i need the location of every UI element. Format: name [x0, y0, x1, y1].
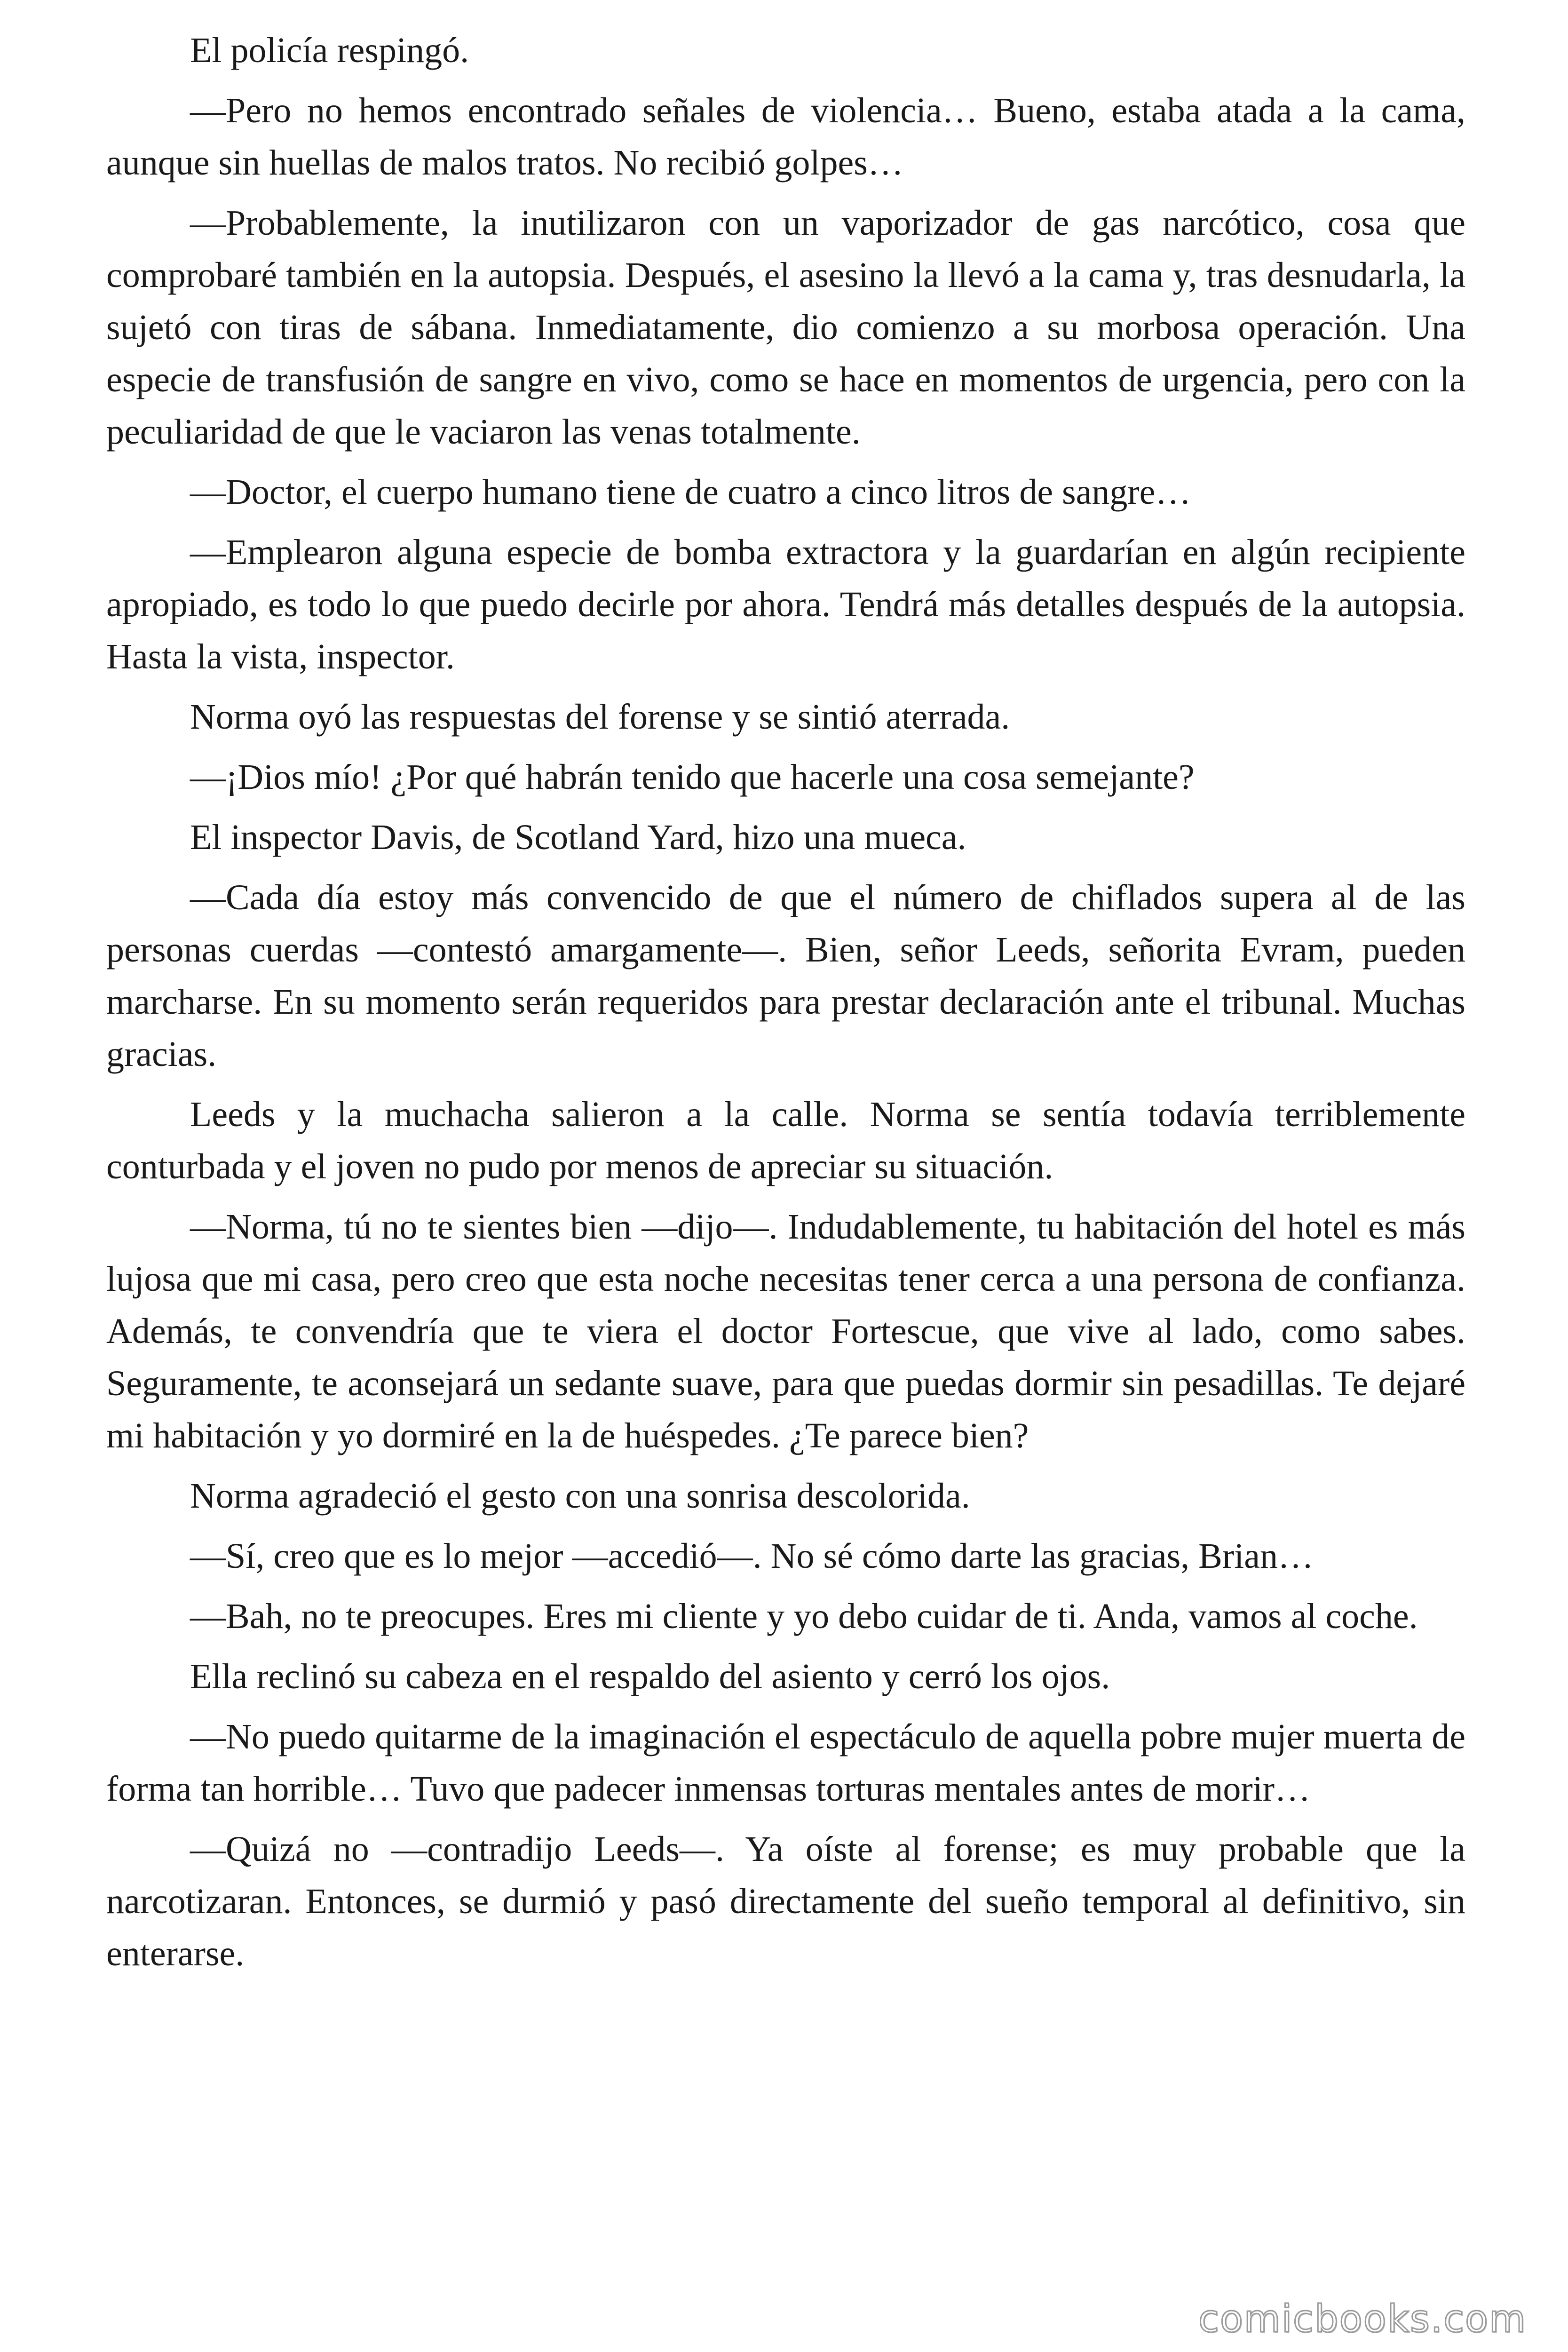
paragraph: Leeds y la muchacha salieron a la calle. Norma se sentía todavía terriblemente conturbada y el joven no pudo por menos de apreciar su situación. [106, 1095, 1465, 1186]
paragraph: Ella reclinó su cabeza en el respaldo del asiento y cerró los ojos. [190, 1657, 1110, 1696]
watermark: comicbooks.com [1198, 2297, 1527, 2341]
paragraph: —Doctor, el cuerpo humano tiene de cuatro a cinco litros de sangre… [190, 472, 1191, 512]
paragraph: —¡Dios mío! ¿Por qué habrán tenido que hacerle una cosa semejante? [190, 757, 1195, 797]
paragraph: El inspector Davis, de Scotland Yard, hizo una mueca. [190, 818, 966, 857]
paragraph: —Pero no hemos encontrado señales de violencia… Bueno, estaba atada a la cama, aunque sin huellas de malos tratos. No recibió golpes… [106, 91, 1465, 183]
paragraph: —Sí, creo que es lo mejor —accedió—. No sé cómo darte las gracias, Brian… [190, 1536, 1314, 1576]
paragraph: Norma agradeció el gesto con una sonrisa descolorida. [190, 1476, 970, 1516]
paragraph: El policía respingó. [190, 31, 469, 70]
paragraph: —Cada día estoy más convencido de que el número de chiflados supera al de las personas cuerdas —contestó amargamente—. Bien, señor Leeds, señorita Evram, pueden marcharse. En su momento serán requeridos para prestar declaración ante el tribunal. Muchas gracias. [106, 878, 1465, 1074]
paragraph: —Emplearon alguna especie de bomba extractora y la guardarían en algún recipiente apropiado, es todo lo que puedo decirle por ahora. Tendrá más detalles después de la autopsia. Hasta la vista, inspector. [106, 532, 1465, 676]
paragraph: —Probablemente, la inutilizaron con un vaporizador de gas narcótico, cosa que comprobaré también en la autopsia. Después, el asesino la llevó a la cama y, tras desnudarla, la sujetó con tiras de sábana. Inmediatamente, dio comienzo a su morbosa operación. Una especie de transfusión de sangre en vivo, como se hace en momentos de urgencia, pero con la peculiaridad de que le vaciaron las venas totalmente. [106, 203, 1465, 452]
body-text [106, 24, 1465, 1988]
paragraph: —No puedo quitarme de la imaginación el espectáculo de aquella pobre mujer muerta de forma tan horrible… Tuvo que padecer inmensas torturas mentales antes de morir… [106, 1717, 1465, 1809]
paragraph: Norma oyó las respuestas del forense y se sintió aterrada. [190, 697, 1010, 737]
paragraph: —Quizá no —contradijo Leeds—. Ya oíste al forense; es muy probable que la narcotizaran. Entonces, se durmió y pasó directamente del sueño temporal al definitivo, sin enterarse. [106, 1829, 1465, 1973]
paragraph: —Norma, tú no te sientes bien —dijo—. Indudablemente, tu habitación del hotel es más lujosa que mi casa, pero creo que esta noche necesitas tener cerca a una persona de confianza. Además, te convendría que te viera el doctor Fortescue, que vive al lado, como sabes. Seguramente, te aconsejará un sedante suave, para que puedas dormir sin pesadillas. Te dejaré mi habitación y yo dormiré en la de huéspedes. ¿Te parece bien? [106, 1207, 1465, 1455]
paragraph: —Bah, no te preocupes. Eres mi cliente y yo debo cuidar de ti. Anda, vamos al coche. [190, 1597, 1418, 1636]
